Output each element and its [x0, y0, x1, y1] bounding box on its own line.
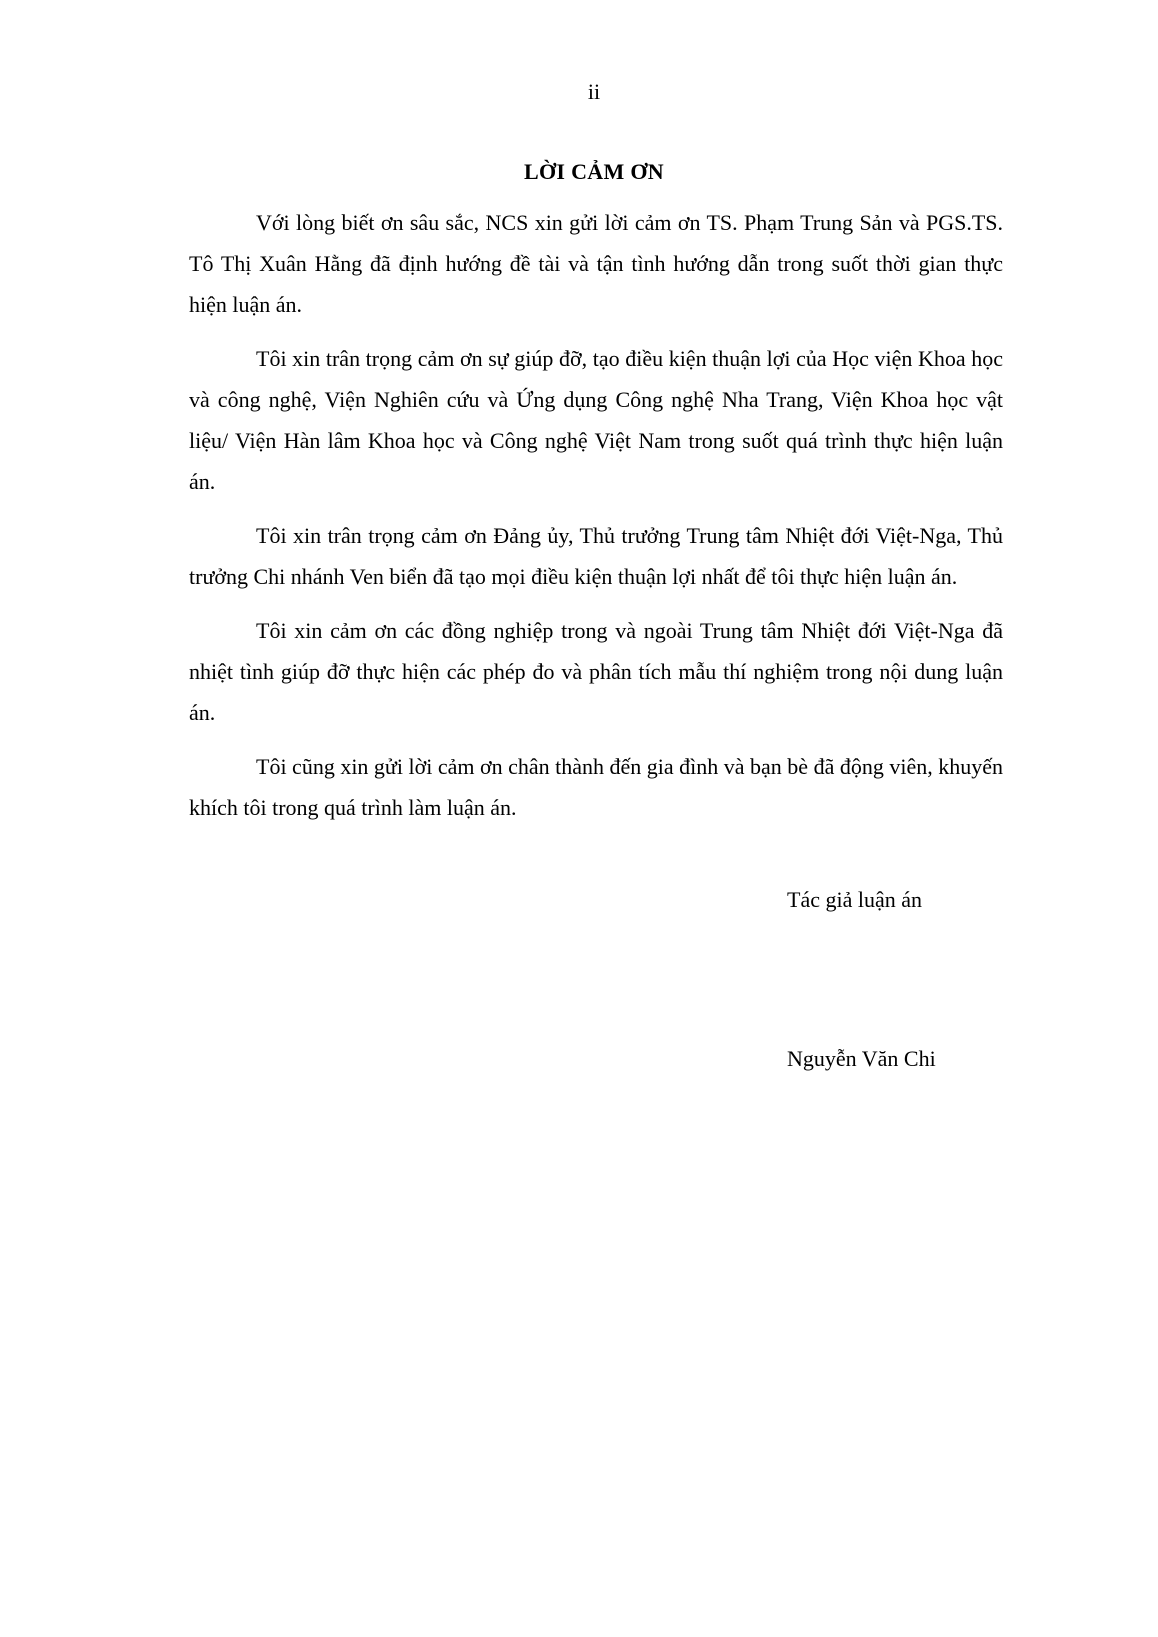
paragraph-3: Tôi xin trân trọng cảm ơn Đảng ủy, Thủ trưởng Trung tâm Nhiệt đới Việt-Nga, Thủ trưởng Chi nhánh Ven biển đã tạo mọi điều kiện thuận lợi nhất để tôi thực hiện luận án.	[189, 523, 1003, 589]
page-number: ii	[587, 79, 601, 104]
paragraph-5: Tôi cũng xin gửi lời cảm ơn chân thành đến gia đình và bạn bè đã động viên, khuyến khích tôi trong quá trình làm luận án.	[189, 754, 1003, 820]
page-title: LỜI CẢM ƠN	[524, 159, 664, 184]
paragraph-4: Tôi xin cảm ơn các đồng nghiệp trong và ngoài Trung tâm Nhiệt đới Việt-Nga đã nhiệt tình giúp đỡ thực hiện các phép đo và phân tích mẫu thí nghiệm trong nội dung luận án.	[189, 618, 1003, 725]
acknowledgement-body	[189, 202, 1003, 841]
signature-title: Tác giả luận án	[787, 887, 922, 912]
paragraph-1: Với lòng biết ơn sâu sắc, NCS xin gửi lời cảm ơn TS. Phạm Trung Sản và PGS.TS. Tô Thị Xuân Hằng đã định hướng đề tài và tận tình hướng dẫn trong suốt thời gian thực hiện luận án.	[189, 210, 1003, 317]
signature-name: Nguyễn Văn Chi	[787, 1046, 936, 1071]
paragraph-2: Tôi xin trân trọng cảm ơn sự giúp đỡ, tạo điều kiện thuận lợi của Học viện Khoa học và công nghệ, Viện Nghiên cứu và Ứng dụng Công nghệ Nha Trang, Viện Khoa học vật liệu/ Viện Hàn lâm Khoa học và Công nghệ Việt Nam trong suốt quá trình thực hiện luận án.	[189, 346, 1003, 494]
